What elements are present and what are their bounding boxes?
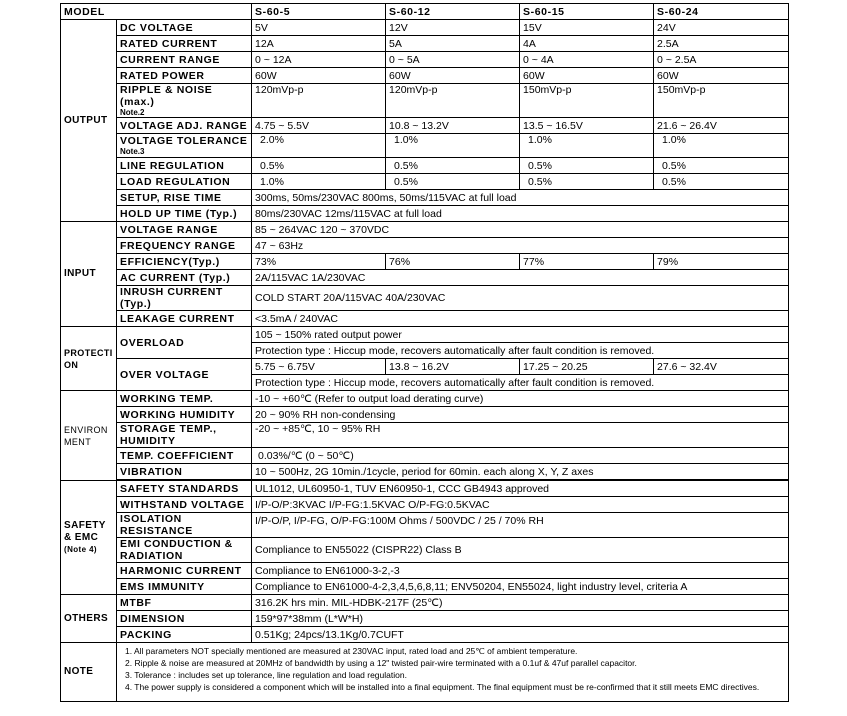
spec-value: Compliance to EN55022 (CISPR22) Class B xyxy=(252,538,789,563)
row-label: OVERLOAD xyxy=(117,327,252,359)
spec-value: 0.5% xyxy=(654,174,789,190)
spec-value: 12V xyxy=(386,20,520,36)
spec-value: 27.6 ~ 32.4V xyxy=(654,359,789,375)
spec-value: I/P-O/P, I/P-FG, O/P-FG:100M Ohms / 500VDC / 25 / 70% RH xyxy=(252,513,789,538)
row-label: STORAGE TEMP., HUMIDITY xyxy=(117,423,252,448)
footnote-ref: Note.3 xyxy=(120,147,145,156)
row-label xyxy=(117,134,252,158)
spec-value: 15V xyxy=(520,20,654,36)
spec-value: 5A xyxy=(386,36,520,52)
spec-value: 300ms, 50ms/230VAC 800ms, 50ms/115VAC at full load xyxy=(252,190,789,206)
spec-table xyxy=(60,3,789,702)
spec-value: 0 ~ 4A xyxy=(520,52,654,68)
spec-value: 150mVp-p xyxy=(520,84,654,118)
category-safety xyxy=(61,481,117,595)
spec-value: 76% xyxy=(386,254,520,270)
spec-value: 105 ~ 150% rated output power xyxy=(252,327,789,343)
row-label: HARMONIC CURRENT xyxy=(117,563,252,579)
row-label: HOLD UP TIME (Typ.) xyxy=(117,206,252,222)
spec-value: Protection type : Hiccup mode, recovers automatically after fault condition is removed. xyxy=(252,375,789,391)
footnote-ref: Note.2 xyxy=(120,108,145,117)
spec-value: Compliance to EN61000-3-2,-3 xyxy=(252,563,789,579)
spec-value: 4.75 ~ 5.5V xyxy=(252,118,386,134)
spec-value: 24V xyxy=(654,20,789,36)
spec-value: 60W xyxy=(252,68,386,84)
row-label: VIBRATION xyxy=(117,464,252,480)
spec-value: 60W xyxy=(520,68,654,84)
spec-value: 2A/115VAC 1A/230VAC xyxy=(252,270,789,286)
row-label: LOAD REGULATION xyxy=(117,174,252,190)
spec-value: <3.5mA / 240VAC xyxy=(252,311,789,327)
row-label: VOLTAGE ADJ. RANGE xyxy=(117,118,252,134)
spec-value: 10 ~ 500Hz, 2G 10min./1cycle, period for 60min. each along X, Y, Z axes xyxy=(252,464,789,480)
spec-value: 80ms/230VAC 12ms/115VAC at full load xyxy=(252,206,789,222)
category-input: INPUT xyxy=(61,222,117,327)
model-row xyxy=(61,4,789,20)
note-item: 1. All parameters NOT specially mentioned are measured at 230VAC input, rated load and 25℃ of ambient temperature. xyxy=(125,646,578,656)
spec-value: I/P-O/P:3KVAC I/P-FG:1.5KVAC O/P-FG:0.5KVAC xyxy=(252,497,789,513)
spec-value: 0 ~ 5A xyxy=(386,52,520,68)
row-label: FREQUENCY RANGE xyxy=(117,238,252,254)
notes-list xyxy=(117,643,789,702)
spec-value: 0.5% xyxy=(520,174,654,190)
spec-value: 85 ~ 264VAC 120 ~ 370VDC xyxy=(252,222,789,238)
spec-value: 73% xyxy=(252,254,386,270)
spec-value: 0.5% xyxy=(252,158,386,174)
category-protection: PROTECTION xyxy=(61,327,117,391)
spec-value: 2.0% xyxy=(252,134,386,158)
spec-value: 77% xyxy=(520,254,654,270)
note-item: 3. Tolerance : includes set up tolerance, line regulation and load regulation. xyxy=(125,670,407,680)
spec-value: 47 ~ 63Hz xyxy=(252,238,789,254)
spec-value: 2.5A xyxy=(654,36,789,52)
spec-value: 316.2K hrs min. MIL-HDBK-217F (25℃) xyxy=(252,595,789,611)
spec-value: 0.5% xyxy=(386,158,520,174)
spec-value: 1.0% xyxy=(386,134,520,158)
spec-value: 0.5% xyxy=(654,158,789,174)
category-output: OUTPUT xyxy=(61,20,117,222)
model-name: S-60-24 xyxy=(654,4,789,20)
row-label: AC CURRENT (Typ.) xyxy=(117,270,252,286)
model-name: S-60-12 xyxy=(386,4,520,20)
row-label: WITHSTAND VOLTAGE xyxy=(117,497,252,513)
model-name: S-60-15 xyxy=(520,4,654,20)
row-label: ISOLATION RESISTANCE xyxy=(117,513,252,538)
row-label: RATED POWER xyxy=(117,68,252,84)
note-item: 2. Ripple & noise are measured at 20MHz of bandwidth by using a 12" twisted pair-wire terminated with a 0.1uf & 47uf parallel capacitor. xyxy=(125,658,637,668)
row-label: WORKING HUMIDITY xyxy=(117,407,252,423)
spec-value: 5.75 ~ 6.75V xyxy=(252,359,386,375)
spec-value: 0 ~ 2.5A xyxy=(654,52,789,68)
spec-value: 13.5 ~ 16.5V xyxy=(520,118,654,134)
category-note: (Note 4) xyxy=(64,544,97,554)
spec-value: 79% xyxy=(654,254,789,270)
spec-value: UL1012, UL60950-1, TUV EN60950-1, CCC GB4943 approved xyxy=(252,481,789,497)
spec-value: 120mVp-p xyxy=(386,84,520,118)
ripple-label: RIPPLE & NOISE (max.) xyxy=(120,84,213,108)
spec-value: -10 ~ +60℃ (Refer to output load derating curve) xyxy=(252,391,789,407)
row-label: DC VOLTAGE xyxy=(117,20,252,36)
spec-value: -20 ~ +85℃, 10 ~ 95% RH xyxy=(252,423,789,448)
row-label: RATED CURRENT xyxy=(117,36,252,52)
row-label: MTBF xyxy=(117,595,252,611)
category-environment: ENVIRONMENT xyxy=(61,391,117,481)
spec-value: 17.25 ~ 20.25 xyxy=(520,359,654,375)
row-label: PACKING xyxy=(117,627,252,643)
spec-value: 1.0% xyxy=(520,134,654,158)
row-label: SAFETY STANDARDS xyxy=(117,481,252,497)
spec-value: 0.5% xyxy=(520,158,654,174)
spec-value: 1.0% xyxy=(252,174,386,190)
spec-value: 0.03%/℃ (0 ~ 50℃) xyxy=(252,448,789,464)
row-label: CURRENT RANGE xyxy=(117,52,252,68)
category-note: NOTE xyxy=(61,643,117,702)
spec-value: 159*97*38mm (L*W*H) xyxy=(252,611,789,627)
row-label: LEAKAGE CURRENT xyxy=(117,311,252,327)
row-label: DIMENSION xyxy=(117,611,252,627)
row-label: OVER VOLTAGE xyxy=(117,359,252,391)
spec-value: 0 ~ 12A xyxy=(252,52,386,68)
row-label: TEMP. COEFFICIENT xyxy=(117,448,252,464)
row-label: LINE REGULATION xyxy=(117,158,252,174)
row-label: SETUP, RISE TIME xyxy=(117,190,252,206)
row-label: EFFICIENCY(Typ.) xyxy=(117,254,252,270)
spec-value: Protection type : Hiccup mode, recovers automatically after fault condition is removed. xyxy=(252,343,789,359)
row-label: EMS IMMUNITY xyxy=(117,579,252,595)
spec-value: 0.51Kg; 24pcs/13.1Kg/0.7CUFT xyxy=(252,627,789,643)
tolerance-label: VOLTAGE TOLERANCE xyxy=(120,135,248,147)
row-label: WORKING TEMP. xyxy=(117,391,252,407)
spec-value: 120mVp-p xyxy=(252,84,386,118)
spec-value: 0.5% xyxy=(386,174,520,190)
spec-value: 4A xyxy=(520,36,654,52)
row-label: VOLTAGE RANGE xyxy=(117,222,252,238)
spec-value: 20 ~ 90% RH non-condensing xyxy=(252,407,789,423)
spec-value: 1.0% xyxy=(654,134,789,158)
spec-value: 60W xyxy=(654,68,789,84)
spec-value: 12A xyxy=(252,36,386,52)
spec-value: Compliance to EN61000-4-2,3,4,5,6,8,11; ENV50204, EN55024, light industry level, criteria A xyxy=(252,579,789,595)
row-label: INRUSH CURRENT (Typ.) xyxy=(117,286,252,311)
spec-value: 60W xyxy=(386,68,520,84)
spec-value: 10.8 ~ 13.2V xyxy=(386,118,520,134)
spec-value: COLD START 20A/115VAC 40A/230VAC xyxy=(252,286,789,311)
spec-value: 150mVp-p xyxy=(654,84,789,118)
model-label: MODEL xyxy=(61,4,252,20)
model-name: S-60-5 xyxy=(252,4,386,20)
row-label: EMI CONDUCTION & RADIATION xyxy=(117,538,252,563)
note-item: 4. The power supply is considered a component which will be installed into a final equipment. The final equipment must be re-confirmed that it still meets EMC directives. xyxy=(125,682,760,692)
safety-category-label: SAFETY & EMC xyxy=(64,519,106,543)
spec-value: 21.6 ~ 26.4V xyxy=(654,118,789,134)
row-label xyxy=(117,84,252,118)
spec-value: 13.8 ~ 16.2V xyxy=(386,359,520,375)
category-others: OTHERS xyxy=(61,595,117,643)
spec-value: 5V xyxy=(252,20,386,36)
